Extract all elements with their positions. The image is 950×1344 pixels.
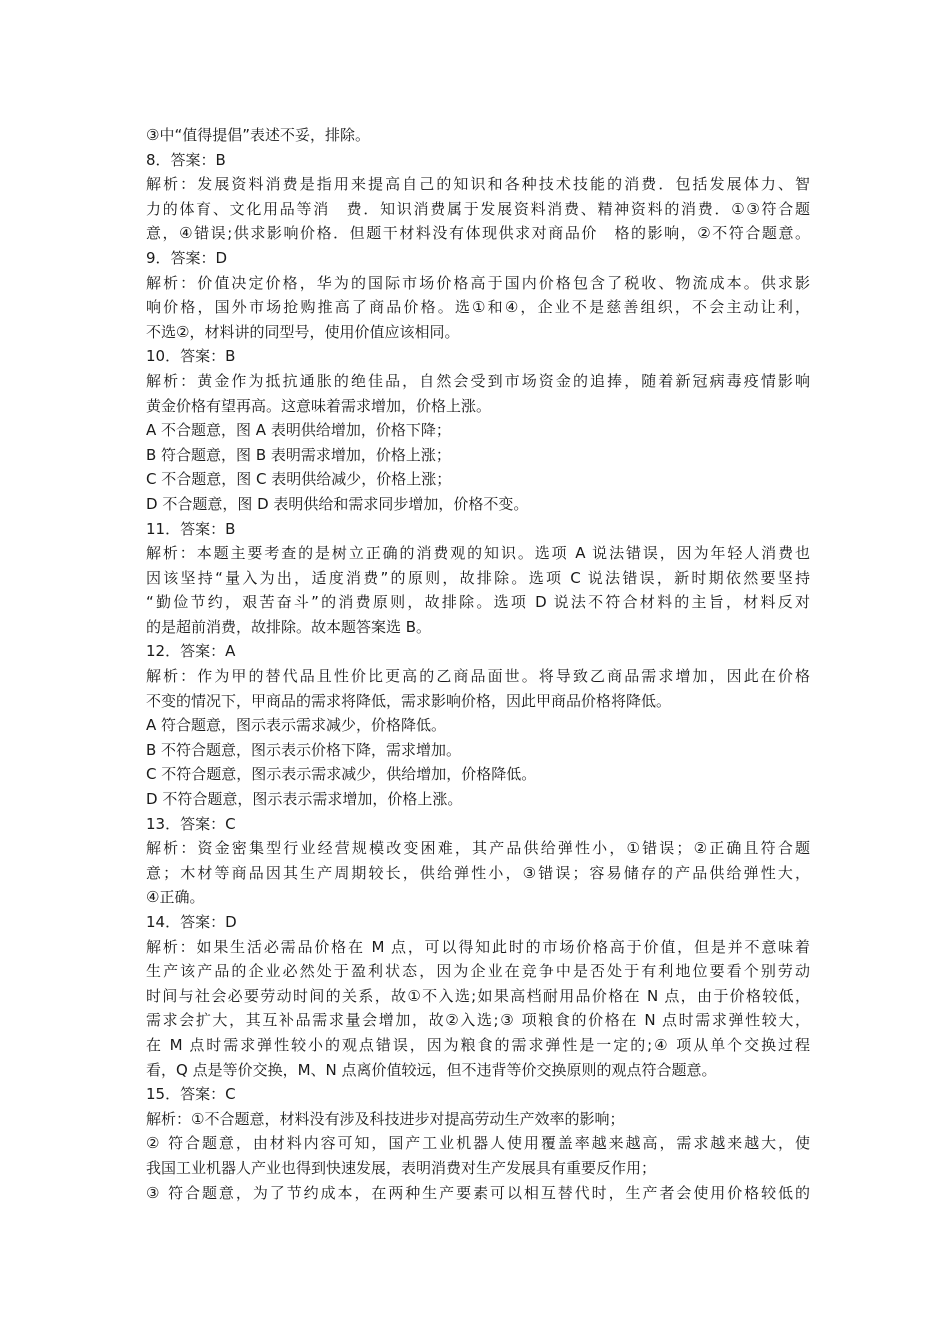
text-line: 解析：如果生活必需品价格在 M 点，可以得知此时的市场价格高于价值，但是并不意味着 xyxy=(146,937,810,956)
answer-heading-9: 9．答案：D xyxy=(146,248,228,267)
text-line: 意，④错误;供求影响价格．但题干材料没有体现供求对商品价 格的影响，②不符合题意。 xyxy=(146,224,810,243)
text-line: 响价格，国外市场抢购推高了商品价格。选①和④，企业不是慈善组织，不会主动让利， xyxy=(146,298,810,317)
text-line: 生产该产品的企业必然处于盈利状态，因为企业在竞争中是否处于有利地位要看个别劳动 xyxy=(146,962,810,981)
text-line: 解析：发展资料消费是指用来提高自己的知识和各种技术技能的消费．包括发展体力、智 xyxy=(146,175,810,194)
text-line: 在 M 点时需求弹性较小的观点错误，因为粮食的需求弹性是一定的;④ 项从单个交换过程 xyxy=(146,1035,810,1054)
answer-explanations xyxy=(146,123,810,1205)
text-line: 不选②，材料讲的同型号，使用价值应该相同。 xyxy=(146,322,460,341)
answer-heading-8: 8．答案：B xyxy=(146,150,226,169)
answer-heading-12: 12．答案：A xyxy=(146,642,236,661)
option-line: D 不符合题意，图示表示需求增加，价格上涨。 xyxy=(146,790,463,809)
answer-heading-14: 14．答案：D xyxy=(146,913,237,931)
text-line: ② 符合题意，由材料内容可知，国产工业机器人使用覆盖率越来越高，需求越来越大，使 xyxy=(146,1134,810,1153)
option-line: C 不合题意，图 C 表明供给减少，价格上涨； xyxy=(146,470,452,489)
text-line: 意；木材等商品因其生产周期较长，供给弹性小，③错误；容易储存的产品供给弹性大， xyxy=(146,863,810,882)
text-line: ④正确。 xyxy=(146,888,205,907)
text-line: 解析：本题主要考查的是树立正确的消费观的知识。选项 A 说法错误，因为年轻人消费也 xyxy=(146,544,810,563)
answer-heading-13: 13．答案：C xyxy=(146,814,236,833)
text-line: 时间与社会必要劳动时间的关系，故①不入选;如果高档耐用品价格在 N 点，由于价格较低， xyxy=(146,986,810,1005)
answer-heading-15: 15．答案：C xyxy=(146,1085,236,1104)
answer-heading-10: 10．答案：B xyxy=(146,347,236,366)
option-line: D 不合题意，图 D 表明供给和需求同步增加，价格不变。 xyxy=(146,494,529,513)
option-line: B 符合题意，图 B 表明需求增加，价格上涨； xyxy=(146,445,451,464)
text-line: 解析：作为甲的替代品且性价比更高的乙商品面世。将导致乙商品需求增加，因此在价格 xyxy=(146,667,810,686)
text-line: 看，Q 点是等价交换，M、N 点离价值较远，但不违背等价交换原则的观点符合题意。 xyxy=(146,1060,717,1079)
text-line: 力的体育、文化用品等消 费．知识消费属于发展资料消费、精神资料的消费．①③符合题 xyxy=(146,199,810,218)
text-line: 的是超前消费，故排除。故本题答案选 B。 xyxy=(146,617,432,636)
option-line: C 不符合题意，图示表示需求减少，供给增加，价格降低。 xyxy=(146,765,537,784)
text-line: 解析：资金密集型行业经营规模改变困难，其产品供给弹性小，①错误；②正确且符合题 xyxy=(146,839,810,858)
text-line: 解析：黄金作为抵抗通胀的绝佳品，自然会受到市场资金的追捧，随着新冠病毒疫情影响 xyxy=(146,371,810,390)
text-line: 黄金价格有望再高。这意味着需求增加，价格上涨。 xyxy=(146,396,492,415)
option-line: B 不符合题意，图示表示价格下降，需求增加。 xyxy=(146,740,462,759)
option-line: A 符合题意，图示表示需求减少，价格降低。 xyxy=(146,716,447,735)
text-line: 因该坚持“量入为出，适度消费”的原则，故排除。选项 C 说法错误，新时期依然要坚持 xyxy=(146,568,810,587)
answer-heading-11: 11．答案：B xyxy=(146,519,236,538)
text-line: 解析：①不合题意，材料没有涉及科技进步对提高劳动生产效率的影响； xyxy=(146,1109,625,1128)
text-line: 不变的情况下，甲商品的需求将降低，需求影响价格，因此甲商品价格将降低。 xyxy=(146,691,672,710)
text-line: 解析：价值决定价格，华为的国际市场价格高于国内价格包含了税收、物流成本。供求影 xyxy=(146,273,810,292)
text-line: 我国工业机器人产业也得到快速发展，表明消费对生产发展具有重要反作用； xyxy=(146,1158,657,1177)
text-line: “勤俭节约，艰苦奋斗”的消费原则，故排除。选项 D 说法不符合材料的主旨，材料反对 xyxy=(146,593,810,612)
option-line: A 不合题意，图 A 表明供给增加，价格下降； xyxy=(146,421,451,440)
text-line: ③中“值得提倡”表述不妥，排除。 xyxy=(146,126,370,144)
text-line: 需求会扩大，其互补品需求量会增加，故②入选;③ 项粮食的价格在 N 点时需求弹性较大， xyxy=(146,1011,810,1030)
text-line: ③ 符合题意，为了节约成本，在两种生产要素可以相互替代时，生产者会使用价格较低的 xyxy=(146,1183,810,1202)
